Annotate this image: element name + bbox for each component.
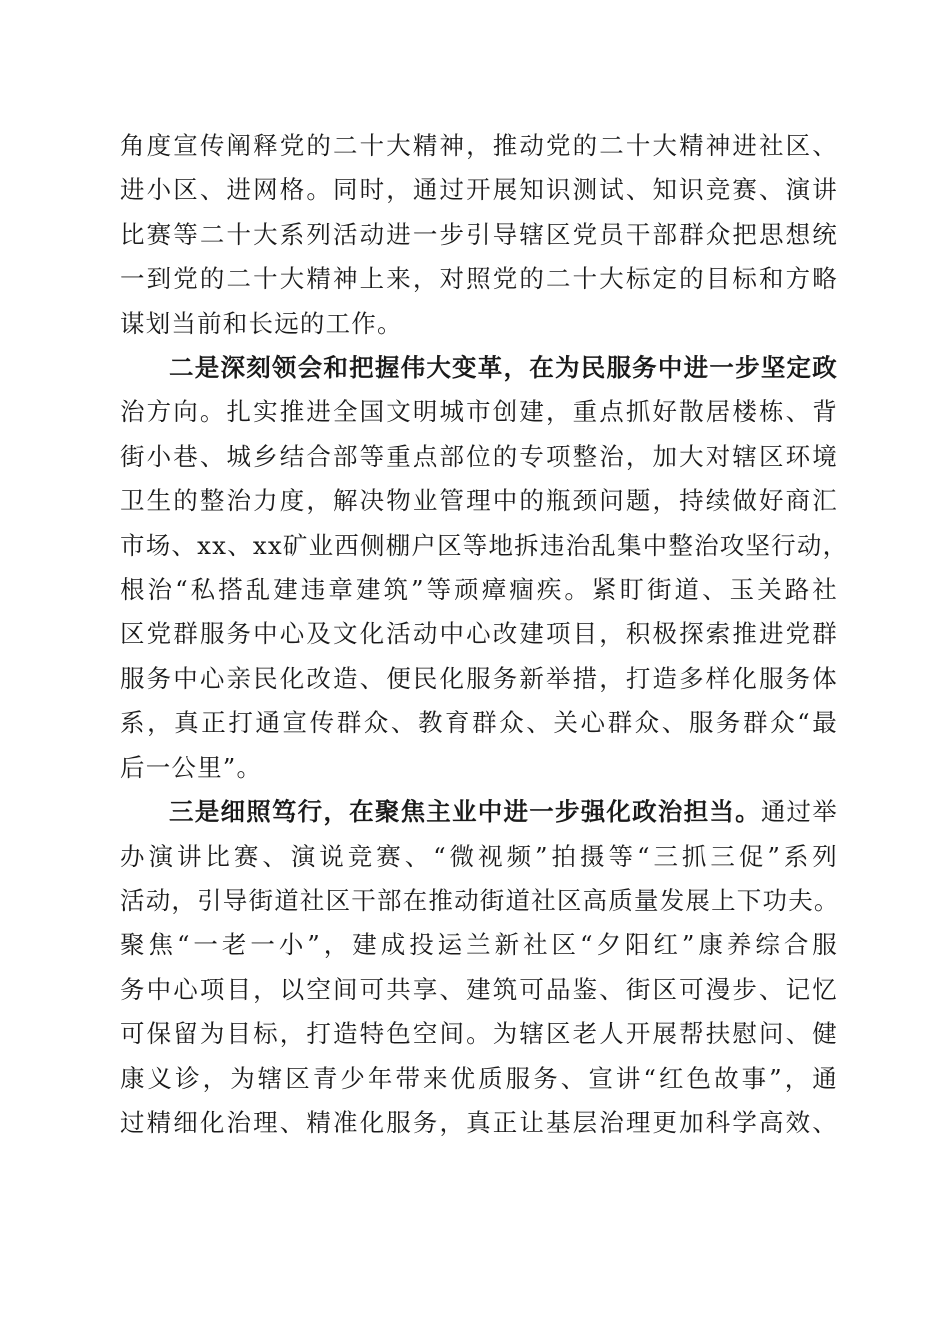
paragraph-2 — [120, 346, 849, 790]
paragraph-lead-heading: 二是深刻领会和把握伟大变革，在为民服务中进一步坚定政 — [169, 353, 838, 383]
text-line: 根治“私搭乱建违章建筑”等顽瘴痼疾。紧盯街道、玉关路社 — [120, 575, 838, 605]
text-line: 谋划当前和长远的工作。 — [120, 308, 403, 338]
paragraph-lead-line — [120, 790, 838, 834]
text-line: 街小巷、城乡结合部等重点部位的专项整治，加大对辖区环境 — [120, 441, 838, 471]
paragraph-3 — [120, 790, 838, 1145]
text-line: 务中心项目，以空间可共享、建筑可品鉴、街区可漫步、记忆 — [120, 974, 838, 1004]
document-body — [120, 124, 849, 1145]
paragraph-1 — [120, 124, 838, 346]
text-line: 治方向。扎实推进全国文明城市创建，重点抓好散居楼栋、背 — [120, 397, 838, 427]
text-line: 角度宣传阐释党的二十大精神，推动党的二十大精神进社区、 — [120, 131, 838, 160]
text-line: 区党群服务中心及文化活动中心改建项目，积极探索推进党群 — [120, 619, 838, 649]
text-line: 系，真正打通宣传群众、教育群众、关心群众、服务群众“最 — [120, 708, 838, 738]
text-line: 比赛等二十大系列活动进一步引导辖区党员干部群众把思想统 — [120, 219, 838, 249]
text-line: 卫生的整治力度，解决物业管理中的瓶颈问题，持续做好商汇 — [120, 486, 838, 516]
text-line: 活动，引导街道社区干部在推动街道社区高质量发展上下功夫。 — [120, 885, 840, 915]
text-line: 可保留为目标，打造特色空间。为辖区老人开展帮扶慰问、健 — [120, 1019, 838, 1049]
text-line: 康义诊，为辖区青少年带来优质服务、宣讲“红色故事”，通 — [120, 1063, 838, 1093]
text-line: 进小区、进网格。同时，通过开展知识测试、知识竞赛、演讲 — [120, 175, 838, 205]
text-line: 聚焦“一老一小”，建成投运兰新社区“夕阳红”康养综合服 — [120, 930, 838, 960]
paragraph-lead-tail: 通过举 — [760, 797, 838, 827]
text-line: 过精细化治理、精准化服务，真正让基层治理更加科学高效、 — [120, 1107, 838, 1137]
text-line: 市场、xx、xx矿业西侧棚户区等地拆违治乱集中整治攻坚行动， — [120, 530, 849, 560]
text-line: 服务中心亲民化改造、便民化服务新举措，打造多样化服务体 — [120, 663, 838, 693]
text-line: 后一公里”。 — [120, 752, 263, 782]
paragraph-lead-heading: 三是细照笃行，在聚焦主业中进一步强化政治担当。 — [169, 797, 761, 827]
text-line: 办演讲比赛、演说竞赛、“微视频”拍摄等“三抓三促”系列 — [120, 841, 838, 871]
text-line: 一到党的二十大精神上来，对照党的二十大标定的目标和方略 — [120, 264, 838, 294]
